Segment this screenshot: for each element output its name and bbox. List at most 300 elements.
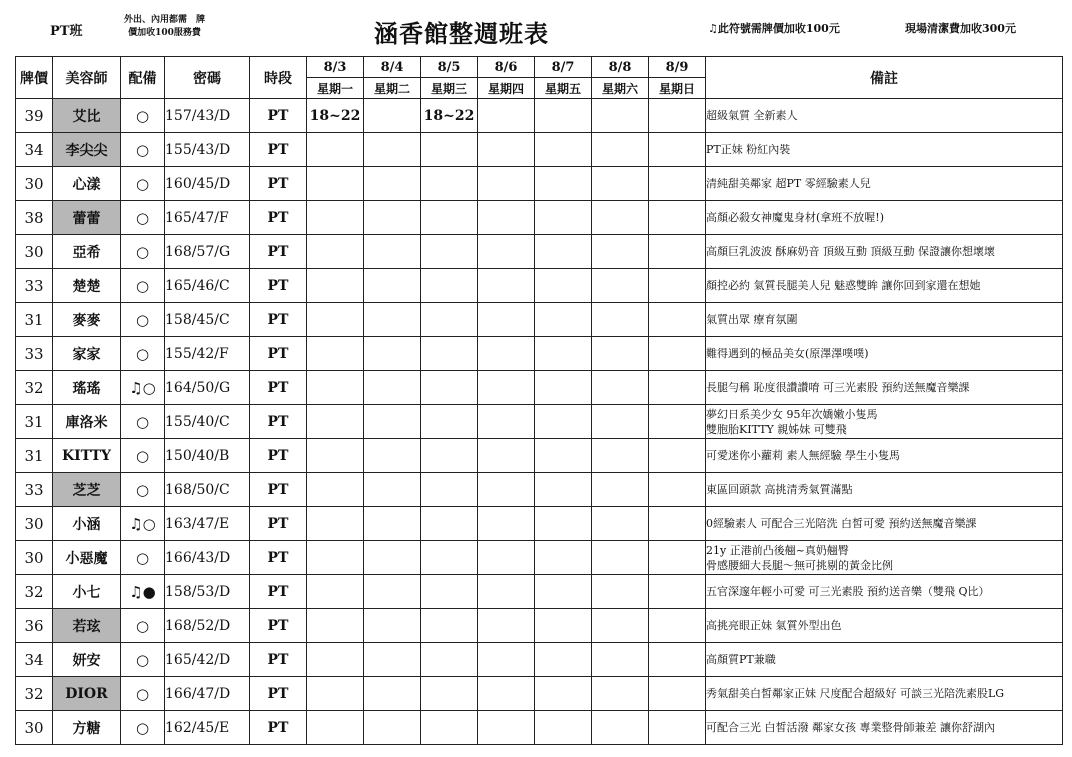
schedule-cell — [364, 439, 421, 473]
schedule-cell — [307, 711, 364, 745]
schedule-cell — [364, 99, 421, 133]
schedule-cell — [421, 677, 478, 711]
schedule-cell — [478, 337, 535, 371]
code-cell: 165/46/C — [165, 269, 250, 303]
schedule-cell — [592, 337, 649, 371]
code-cell: 155/42/F — [165, 337, 250, 371]
schedule-cell — [307, 473, 364, 507]
price-cell: 32 — [16, 575, 53, 609]
equip-cell: ○ — [121, 439, 165, 473]
stylist-name-cell: 艾比 — [53, 99, 121, 133]
table-row — [16, 303, 1063, 337]
schedule-cell — [649, 405, 706, 439]
schedule-cell — [364, 269, 421, 303]
schedule-cell — [535, 473, 592, 507]
schedule-cell — [307, 235, 364, 269]
stylist-name-cell: 方糖 — [53, 711, 121, 745]
schedule-cell — [478, 303, 535, 337]
remarks-line: 高挑亮眼正妹 氣質外型出色 — [706, 619, 842, 632]
slot-cell: PT — [250, 269, 307, 303]
schedule-cell — [649, 201, 706, 235]
remarks-line: 21y 正港前凸後翹~真奶翹臀 — [706, 543, 849, 557]
schedule-cell — [478, 371, 535, 405]
schedule-cell — [421, 473, 478, 507]
code-cell: 164/50/G — [165, 371, 250, 405]
code-cell: 168/57/G — [165, 235, 250, 269]
remarks-line: 雙胞胎KITTY 親姊妹 可雙飛 — [706, 422, 847, 436]
class-label: PT班 — [50, 24, 83, 39]
remarks-line: 可愛迷你小蘿莉 素人無經驗 學生小隻馬 — [706, 449, 900, 462]
remarks-cell — [706, 303, 1063, 337]
price-cell: 30 — [16, 711, 53, 745]
code-cell: 163/47/E — [165, 507, 250, 541]
table-row — [16, 235, 1063, 269]
schedule-cell — [649, 643, 706, 677]
schedule-cell — [421, 439, 478, 473]
slot-cell: PT — [250, 473, 307, 507]
remarks-line: 骨感腰細大長腿～無可挑剔的黃金比例 — [706, 558, 893, 572]
price-cell: 31 — [16, 303, 53, 337]
schedule-cell — [421, 711, 478, 745]
schedule-cell — [478, 677, 535, 711]
price-cell: 30 — [16, 167, 53, 201]
remarks-cell — [706, 371, 1063, 405]
table-row — [16, 337, 1063, 371]
schedule-cell — [535, 337, 592, 371]
price-cell: 32 — [16, 371, 53, 405]
slot-cell: PT — [250, 575, 307, 609]
schedule-cell — [535, 269, 592, 303]
equip-cell: ♫○ — [121, 371, 165, 405]
price-cell: 34 — [16, 133, 53, 167]
schedule-cell — [535, 405, 592, 439]
equip-cell: ♫● — [121, 575, 165, 609]
stylist-name-cell: 庫洛米 — [53, 405, 121, 439]
col-header-remarks: 備註 — [706, 57, 1063, 99]
code-cell: 158/53/D — [165, 575, 250, 609]
schedule-cell — [364, 133, 421, 167]
schedule-cell — [421, 269, 478, 303]
schedule-cell — [421, 643, 478, 677]
schedule-cell — [421, 201, 478, 235]
equip-cell: ○ — [121, 303, 165, 337]
slot-cell: PT — [250, 541, 307, 575]
remarks-cell — [706, 167, 1063, 201]
col-header-equip: 配備 — [121, 57, 165, 99]
remarks-cell — [706, 99, 1063, 133]
slot-cell: PT — [250, 167, 307, 201]
schedule-cell — [307, 337, 364, 371]
date-header: 8/8 — [592, 57, 649, 78]
slot-cell: PT — [250, 439, 307, 473]
remarks-cell — [706, 541, 1063, 575]
schedule-cell — [307, 507, 364, 541]
schedule-cell — [649, 235, 706, 269]
schedule-cell — [307, 371, 364, 405]
remarks-line: 可配合三光 白皙活潑 鄰家女孩 專業整骨師兼差 讓你舒湖內 — [706, 721, 995, 734]
price-cell: 30 — [16, 541, 53, 575]
schedule-cell — [478, 439, 535, 473]
price-cell: 31 — [16, 439, 53, 473]
remarks-line: 超級氣質 全新素人 — [706, 109, 798, 122]
stylist-name-cell: 芝芝 — [53, 473, 121, 507]
slot-cell: PT — [250, 303, 307, 337]
schedule-cell — [421, 405, 478, 439]
schedule-cell — [649, 269, 706, 303]
schedule-cell — [421, 371, 478, 405]
price-cell: 30 — [16, 507, 53, 541]
stylist-name-cell: 瑤瑤 — [53, 371, 121, 405]
stylist-name-cell: 小涵 — [53, 507, 121, 541]
code-cell: 168/50/C — [165, 473, 250, 507]
remarks-cell — [706, 269, 1063, 303]
remarks-line: 高顏必殺女神魔鬼身材(拿班不放喔!) — [706, 211, 885, 224]
schedule-cell — [364, 201, 421, 235]
schedule-cell — [535, 439, 592, 473]
music-symbol-note: ♫此符號需牌價加收100元 — [708, 22, 840, 35]
slot-cell: PT — [250, 405, 307, 439]
schedule-cell — [592, 269, 649, 303]
service-fee-note-line2: 價加收100服務費 — [128, 28, 201, 38]
table-row — [16, 99, 1063, 133]
schedule-cell — [478, 167, 535, 201]
code-cell: 160/45/D — [165, 167, 250, 201]
schedule-cell — [307, 405, 364, 439]
equip-cell: ○ — [121, 201, 165, 235]
schedule-cell — [535, 371, 592, 405]
schedule-cell — [535, 99, 592, 133]
schedule-cell — [478, 405, 535, 439]
schedule-cell — [364, 167, 421, 201]
remarks-cell — [706, 405, 1063, 439]
schedule-cell — [535, 167, 592, 201]
schedule-cell — [592, 303, 649, 337]
schedule-cell — [592, 439, 649, 473]
slot-cell: PT — [250, 609, 307, 643]
schedule-cell — [478, 541, 535, 575]
schedule-cell — [364, 371, 421, 405]
schedule-cell — [421, 609, 478, 643]
schedule-cell — [535, 643, 592, 677]
schedule-cell — [307, 677, 364, 711]
remarks-line: 夢幻日系美少女 95年次嬌嫩小隻馬 — [706, 407, 878, 421]
remarks-line: 高顏巨乳波波 酥麻奶音 頂級互動 頂級互動 保證讓你想壞壞 — [706, 245, 995, 258]
stylist-name-cell: 家家 — [53, 337, 121, 371]
slot-cell: PT — [250, 337, 307, 371]
col-header-price: 牌價 — [16, 57, 53, 99]
code-cell: 158/45/C — [165, 303, 250, 337]
col-header-stylist: 美容師 — [53, 57, 121, 99]
stylist-name-cell: 亞希 — [53, 235, 121, 269]
weekday-header: 星期一 — [307, 78, 364, 99]
date-header: 8/9 — [649, 57, 706, 78]
equip-cell: ○ — [121, 711, 165, 745]
schedule-cell: 18~22 — [421, 99, 478, 133]
schedule-cell — [478, 711, 535, 745]
schedule-cell — [649, 473, 706, 507]
remarks-line: 東區回頭款 高挑清秀氣質滿點 — [706, 483, 853, 496]
code-cell: 165/42/D — [165, 643, 250, 677]
service-fee-note-line1: 外出、內用都需 牌 — [124, 15, 206, 25]
weekday-header: 星期六 — [592, 78, 649, 99]
schedule-cell — [478, 575, 535, 609]
schedule-cell — [364, 575, 421, 609]
remarks-line: 顏控必約 氣質長腿美人兒 魅惑雙眸 讓你回到家還在想她 — [706, 279, 981, 292]
schedule-cell — [307, 643, 364, 677]
schedule-cell — [364, 677, 421, 711]
schedule-cell — [421, 575, 478, 609]
remarks-line: 清純甜美鄰家 超PT 零經驗素人兒 — [706, 177, 871, 190]
schedule-cell — [478, 507, 535, 541]
col-header-code: 密碼 — [165, 57, 250, 99]
header-row-dates — [16, 57, 1063, 78]
equip-cell: ○ — [121, 643, 165, 677]
schedule-cell — [421, 133, 478, 167]
equip-cell: ○ — [121, 235, 165, 269]
table-row — [16, 133, 1063, 167]
weekday-header: 星期二 — [364, 78, 421, 99]
schedule-body — [16, 99, 1063, 745]
equip-cell: ○ — [121, 677, 165, 711]
equip-cell: ○ — [121, 405, 165, 439]
remarks-cell — [706, 711, 1063, 745]
schedule-cell — [535, 575, 592, 609]
table-row — [16, 711, 1063, 745]
slot-cell: PT — [250, 99, 307, 133]
schedule-cell — [307, 575, 364, 609]
table-row — [16, 269, 1063, 303]
date-header: 8/4 — [364, 57, 421, 78]
schedule-cell — [649, 371, 706, 405]
schedule-cell — [535, 507, 592, 541]
schedule-cell — [307, 303, 364, 337]
table-row — [16, 167, 1063, 201]
schedule-cell — [592, 371, 649, 405]
remarks-line: 長腿勻稱 恥度很讚讚唷 可三光素股 預約送無魔音樂課 — [706, 381, 970, 394]
cleaning-fee-note: 現場清潔費加收300元 — [905, 22, 1016, 35]
slot-cell: PT — [250, 133, 307, 167]
remarks-cell — [706, 473, 1063, 507]
page-title: 涵香館整週班表 — [374, 19, 549, 48]
schedule-cell — [478, 133, 535, 167]
remarks-line: 難得遇到的極品美女(原澤澤噗噗) — [706, 347, 869, 360]
schedule-cell — [535, 303, 592, 337]
schedule-cell — [307, 269, 364, 303]
schedule-cell — [649, 167, 706, 201]
schedule-cell — [307, 439, 364, 473]
schedule-cell — [307, 167, 364, 201]
schedule-cell — [592, 473, 649, 507]
weekday-header: 星期日 — [649, 78, 706, 99]
schedule-cell — [535, 201, 592, 235]
price-cell: 30 — [16, 235, 53, 269]
equip-cell: ○ — [121, 541, 165, 575]
schedule-cell — [421, 303, 478, 337]
stylist-name-cell: 妍安 — [53, 643, 121, 677]
price-cell: 32 — [16, 677, 53, 711]
code-cell: 166/43/D — [165, 541, 250, 575]
schedule-cell — [478, 99, 535, 133]
weekday-header: 星期四 — [478, 78, 535, 99]
col-header-slot: 時段 — [250, 57, 307, 99]
slot-cell: PT — [250, 507, 307, 541]
schedule-cell — [649, 541, 706, 575]
schedule-cell — [592, 99, 649, 133]
schedule-cell — [649, 99, 706, 133]
schedule-cell — [364, 541, 421, 575]
stylist-name-cell: 蕾蕾 — [53, 201, 121, 235]
service-fee-note — [124, 14, 205, 40]
schedule-cell — [535, 609, 592, 643]
schedule-cell — [649, 439, 706, 473]
schedule-cell — [421, 507, 478, 541]
schedule-cell — [649, 575, 706, 609]
equip-cell: ○ — [121, 167, 165, 201]
schedule-cell — [535, 133, 592, 167]
schedule-cell — [364, 303, 421, 337]
date-header: 8/5 — [421, 57, 478, 78]
stylist-name-cell: KITTY — [53, 439, 121, 473]
stylist-name-cell: 李尖尖 — [53, 133, 121, 167]
schedule-cell — [364, 507, 421, 541]
price-cell: 36 — [16, 609, 53, 643]
schedule-cell — [364, 405, 421, 439]
remarks-cell — [706, 643, 1063, 677]
schedule-cell — [649, 337, 706, 371]
table-row — [16, 371, 1063, 405]
remarks-cell — [706, 201, 1063, 235]
schedule-cell — [592, 405, 649, 439]
table-row — [16, 643, 1063, 677]
stylist-name-cell: 麥麥 — [53, 303, 121, 337]
schedule-cell — [307, 133, 364, 167]
schedule-cell — [421, 541, 478, 575]
equip-cell: ○ — [121, 337, 165, 371]
schedule-cell — [421, 167, 478, 201]
price-cell: 31 — [16, 405, 53, 439]
stylist-name-cell: 小七 — [53, 575, 121, 609]
equip-cell: ○ — [121, 99, 165, 133]
schedule-cell — [535, 235, 592, 269]
date-header: 8/3 — [307, 57, 364, 78]
table-row — [16, 507, 1063, 541]
schedule-cell — [307, 609, 364, 643]
stylist-name-cell: 心漾 — [53, 167, 121, 201]
schedule-cell — [592, 677, 649, 711]
remarks-line: 秀氣甜美白皙鄰家正妹 尺度配合超級好 可談三光陪洗素股LG — [706, 687, 1005, 700]
table-row — [16, 473, 1063, 507]
schedule-cell — [478, 269, 535, 303]
schedule-cell — [649, 609, 706, 643]
schedule-cell: 18~22 — [307, 99, 364, 133]
schedule-cell — [592, 167, 649, 201]
code-cell: 157/43/D — [165, 99, 250, 133]
schedule-cell — [421, 235, 478, 269]
slot-cell: PT — [250, 201, 307, 235]
table-row — [16, 201, 1063, 235]
schedule-cell — [592, 235, 649, 269]
remarks-cell — [706, 575, 1063, 609]
weekday-header: 星期五 — [535, 78, 592, 99]
schedule-cell — [364, 473, 421, 507]
schedule-cell — [364, 711, 421, 745]
table-row — [16, 541, 1063, 575]
schedule-cell — [535, 541, 592, 575]
remarks-cell — [706, 609, 1063, 643]
remarks-line: 氣質出眾 療育氛圍 — [706, 313, 798, 326]
code-cell: 150/40/B — [165, 439, 250, 473]
remarks-cell — [706, 133, 1063, 167]
remarks-cell — [706, 507, 1063, 541]
page-header — [0, 0, 1072, 56]
schedule-cell — [478, 473, 535, 507]
schedule-cell — [535, 677, 592, 711]
stylist-name-cell: 小惡魔 — [53, 541, 121, 575]
schedule-cell — [307, 201, 364, 235]
equip-cell: ○ — [121, 269, 165, 303]
code-cell: 166/47/D — [165, 677, 250, 711]
remarks-line: PT正妹 粉紅內裝 — [706, 143, 791, 156]
schedule-cell — [649, 507, 706, 541]
schedule-cell — [478, 235, 535, 269]
price-cell: 34 — [16, 643, 53, 677]
stylist-name-cell: DIOR — [53, 677, 121, 711]
price-cell: 33 — [16, 269, 53, 303]
price-cell: 33 — [16, 337, 53, 371]
schedule-cell — [592, 643, 649, 677]
remarks-line: 0經驗素人 可配合三光陪洗 白皙可愛 預約送無魔音樂課 — [706, 517, 977, 530]
code-cell: 168/52/D — [165, 609, 250, 643]
schedule-cell — [592, 575, 649, 609]
schedule-cell — [364, 643, 421, 677]
schedule-cell — [592, 133, 649, 167]
remarks-cell — [706, 337, 1063, 371]
schedule-cell — [649, 677, 706, 711]
table-row — [16, 439, 1063, 473]
code-cell: 165/47/F — [165, 201, 250, 235]
equip-cell: ○ — [121, 609, 165, 643]
price-cell: 38 — [16, 201, 53, 235]
remarks-cell — [706, 677, 1063, 711]
price-cell: 33 — [16, 473, 53, 507]
slot-cell: PT — [250, 643, 307, 677]
price-cell: 39 — [16, 99, 53, 133]
equip-cell: ○ — [121, 473, 165, 507]
schedule-cell — [649, 133, 706, 167]
remarks-cell — [706, 439, 1063, 473]
equip-cell: ♫○ — [121, 507, 165, 541]
slot-cell: PT — [250, 711, 307, 745]
table-row — [16, 677, 1063, 711]
table-row — [16, 609, 1063, 643]
slot-cell: PT — [250, 235, 307, 269]
schedule-cell — [364, 235, 421, 269]
schedule-cell — [364, 337, 421, 371]
table-row — [16, 405, 1063, 439]
schedule-cell — [592, 507, 649, 541]
remarks-line: 高顏質PT兼職 — [706, 653, 776, 666]
slot-cell: PT — [250, 677, 307, 711]
schedule-cell — [649, 303, 706, 337]
stylist-name-cell: 若玹 — [53, 609, 121, 643]
schedule-cell — [592, 711, 649, 745]
equip-cell: ○ — [121, 133, 165, 167]
schedule-cell — [592, 609, 649, 643]
schedule-cell — [478, 201, 535, 235]
slot-cell: PT — [250, 371, 307, 405]
schedule-cell — [364, 609, 421, 643]
remarks-line: 五官深邃年輕小可愛 可三光素股 預約送音樂（雙飛 Q比） — [706, 585, 990, 598]
